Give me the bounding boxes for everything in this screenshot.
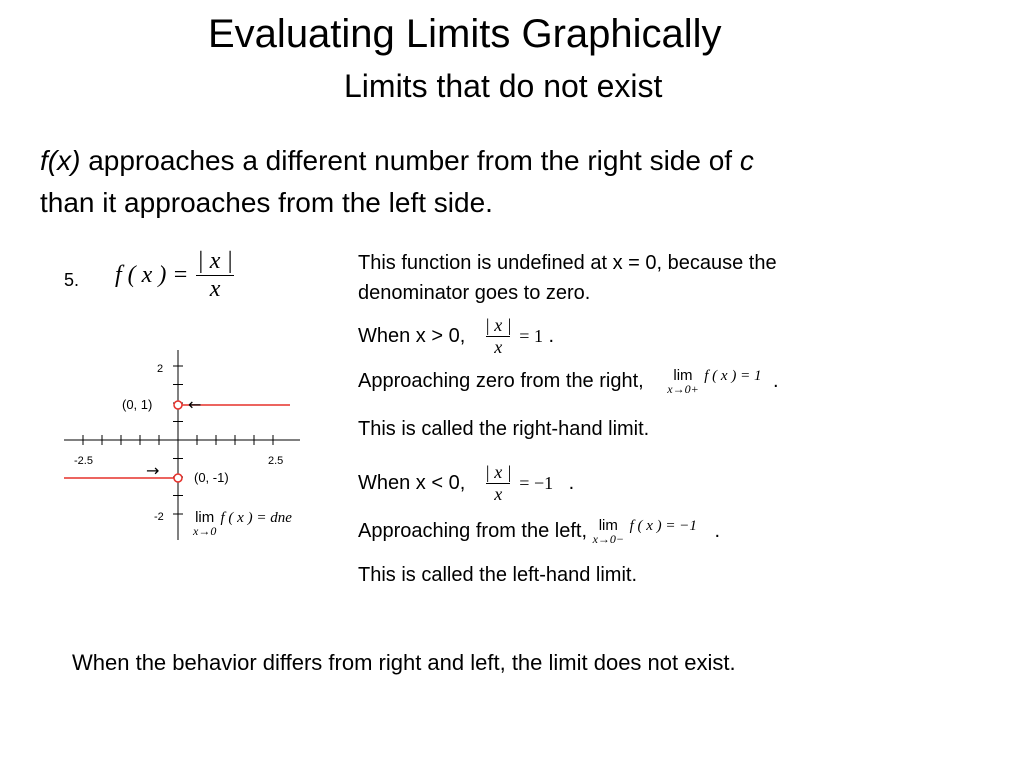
arrow-upper: ← xyxy=(188,395,202,414)
right-hand-limit-note: This is called the right-hand limit. xyxy=(358,418,650,440)
right-period: . xyxy=(773,370,779,392)
negative-fraction xyxy=(483,462,514,505)
positive-denominator: x xyxy=(486,336,510,358)
x-tick-label-left: -2.5 xyxy=(74,455,93,467)
negative-denominator: x xyxy=(486,483,510,505)
problem-number: 5. xyxy=(64,270,80,290)
arrow-lower: → xyxy=(146,461,160,480)
piecewise-graph xyxy=(0,0,340,560)
point-label-upper: (0, 1) xyxy=(122,397,153,412)
y-tick-label-bottom: -2 xyxy=(154,511,164,523)
explanation-line-2: denominator goes to zero. xyxy=(358,282,591,304)
y-tick-label-top: 2 xyxy=(157,363,164,375)
formula-numerator: | x | xyxy=(197,248,234,274)
right-lim-sub: x→0+ xyxy=(667,382,699,396)
intro-fx: f(x) xyxy=(40,145,81,176)
positive-case xyxy=(358,315,554,358)
graph-lim-rhs: f ( x ) = dne xyxy=(220,510,292,526)
slide-subtitle: Limits that do not exist xyxy=(344,68,663,104)
negative-value: = −1 xyxy=(519,473,554,493)
positive-when: When x > 0, xyxy=(358,325,466,347)
formula-denominator: x xyxy=(196,275,235,303)
graph-lim-word: lim xyxy=(195,509,215,526)
right-lim-block xyxy=(667,368,698,395)
slide-title: Evaluating Limits Graphically xyxy=(208,12,722,56)
right-approach-text: Approaching zero from the right, xyxy=(358,370,644,392)
negative-period: . xyxy=(568,472,575,494)
positive-value: = 1 xyxy=(519,326,543,346)
open-point-lower xyxy=(174,474,182,482)
left-hand-limit-note: This is called the left-hand limit. xyxy=(358,564,638,586)
left-lim-rhs: f ( x ) = −1 xyxy=(629,518,697,534)
open-point-upper xyxy=(174,401,182,409)
positive-fraction xyxy=(483,315,514,358)
left-lim-word: lim xyxy=(598,517,618,534)
conclusion: When the behavior differs from right and left, the limit does not exist. xyxy=(72,650,736,675)
intro-text-1: approaches a different number from the right side of xyxy=(88,145,733,176)
right-lim-word: lim xyxy=(673,367,693,384)
left-approach xyxy=(358,518,720,545)
explanation-line-1: This function is undefined at x = 0, because the xyxy=(358,252,777,274)
negative-case xyxy=(358,462,574,505)
graph-lim-block xyxy=(193,510,216,537)
formula-lhs: f ( x ) = xyxy=(115,262,189,288)
left-lim-sub: x→0− xyxy=(592,532,625,546)
right-lim-rhs: f ( x ) = 1 xyxy=(704,368,762,384)
positive-period: . xyxy=(548,325,555,347)
right-approach xyxy=(358,368,779,395)
graph-limit-dne xyxy=(193,510,292,537)
left-period: . xyxy=(714,520,721,542)
left-approach-text: Approaching from the left, xyxy=(358,520,588,542)
negative-numerator: | x | xyxy=(484,462,512,482)
graph-lim-sub: x→0 xyxy=(193,524,217,538)
intro-c: c xyxy=(739,145,754,176)
intro-line-2: than it approaches from the left side. xyxy=(40,187,493,218)
negative-when: When x < 0, xyxy=(358,472,466,494)
left-lim-block xyxy=(593,518,624,545)
positive-numerator: | x | xyxy=(484,315,512,335)
x-tick-label-right: 2.5 xyxy=(268,455,284,467)
point-label-lower: (0, -1) xyxy=(194,470,229,485)
